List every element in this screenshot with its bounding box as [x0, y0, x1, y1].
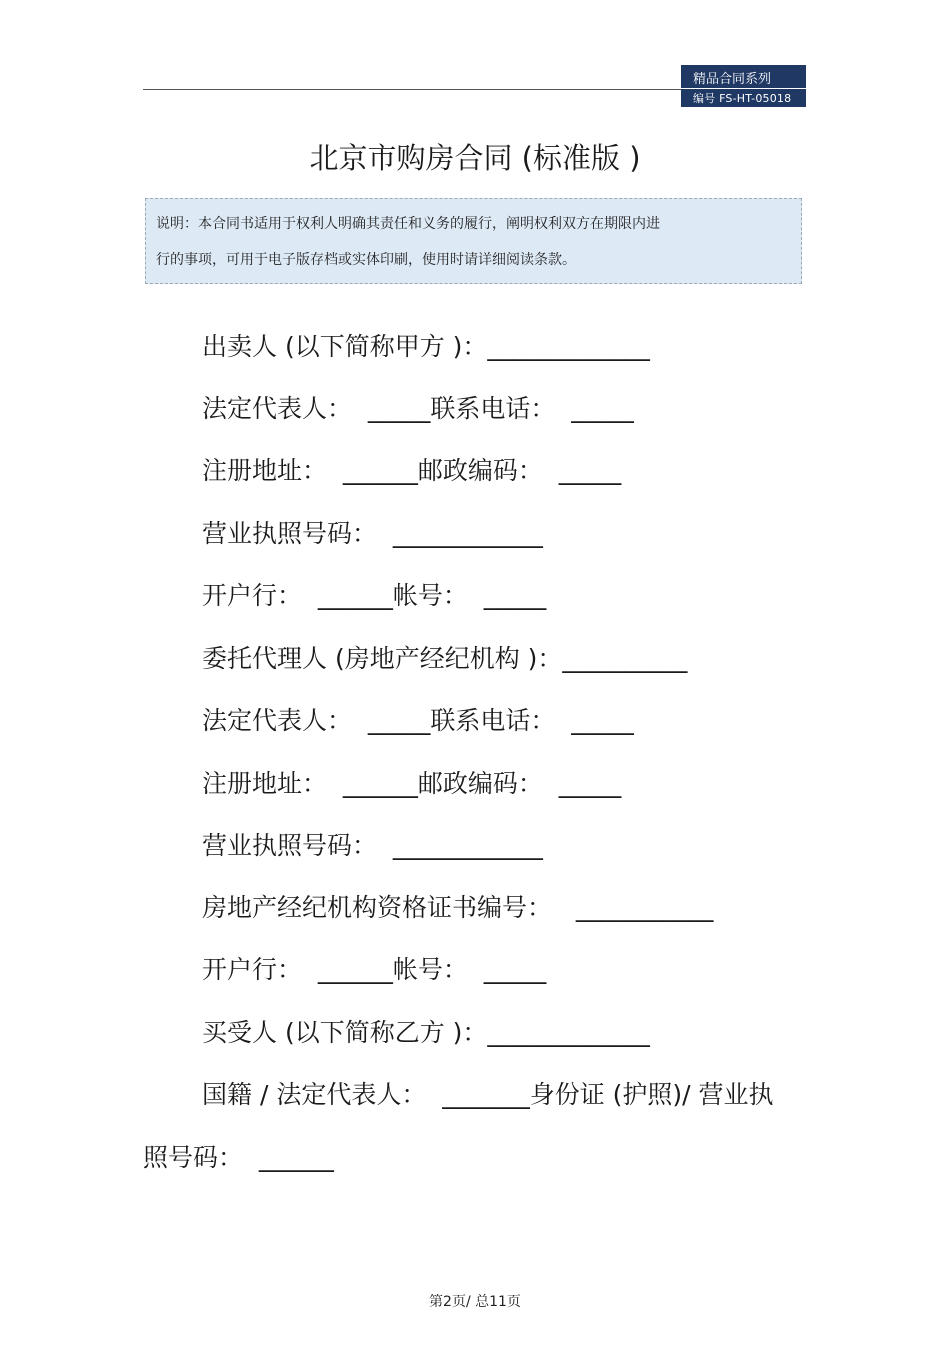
series-badge: [681, 65, 806, 107]
series-divider: [681, 88, 806, 89]
series-code: 编号 FS-HT-05018: [693, 92, 792, 105]
note-line-1: 说明：本合同书适用于权利人明确其责任和义务的履行，阐明权利双方在期限内进: [156, 216, 660, 232]
field-agent-qualification-number: 房地产经纪机构资格证书编号： ___________: [202, 893, 714, 922]
field-agent-bank-account: 开户行： ______帐号： _____: [202, 955, 547, 984]
field-seller-license-number: 营业执照号码： ____________: [202, 519, 543, 548]
field-buyer-nationality-id: 国籍 / 法定代表人： _______身份证 (护照)/ 营业执: [202, 1080, 774, 1109]
note-box: [145, 198, 802, 284]
field-seller: 出卖人 (以下简称甲方 )：_____________: [202, 332, 650, 361]
field-buyer: 买受人 (以下简称乙方 )：_____________: [202, 1018, 650, 1047]
note-line-2: 行的事项，可用于电子版存档或实体印刷，使用时请详细阅读条款。: [156, 252, 576, 268]
field-seller-legal-rep-phone: 法定代表人： _____联系电话： _____: [202, 394, 634, 423]
field-agent: 委托代理人 (房地产经纪机构 )：__________: [202, 644, 688, 673]
field-agent-legal-rep-phone: 法定代表人： _____联系电话： _____: [202, 706, 634, 735]
field-agent-license-number: 营业执照号码： ____________: [202, 831, 543, 860]
document-title: 北京市购房合同 (标准版 ): [309, 141, 641, 175]
page-number: 第2页/ 总11页: [429, 1294, 521, 1310]
field-seller-address-postcode: 注册地址： ______邮政编码： _____: [202, 456, 622, 485]
field-buyer-license-number: 照号码： ______: [143, 1143, 334, 1172]
field-agent-address-postcode: 注册地址： ______邮政编码： _____: [202, 769, 622, 798]
series-name: 精品合同系列: [693, 72, 772, 87]
field-seller-bank-account: 开户行： ______帐号： _____: [202, 581, 547, 610]
